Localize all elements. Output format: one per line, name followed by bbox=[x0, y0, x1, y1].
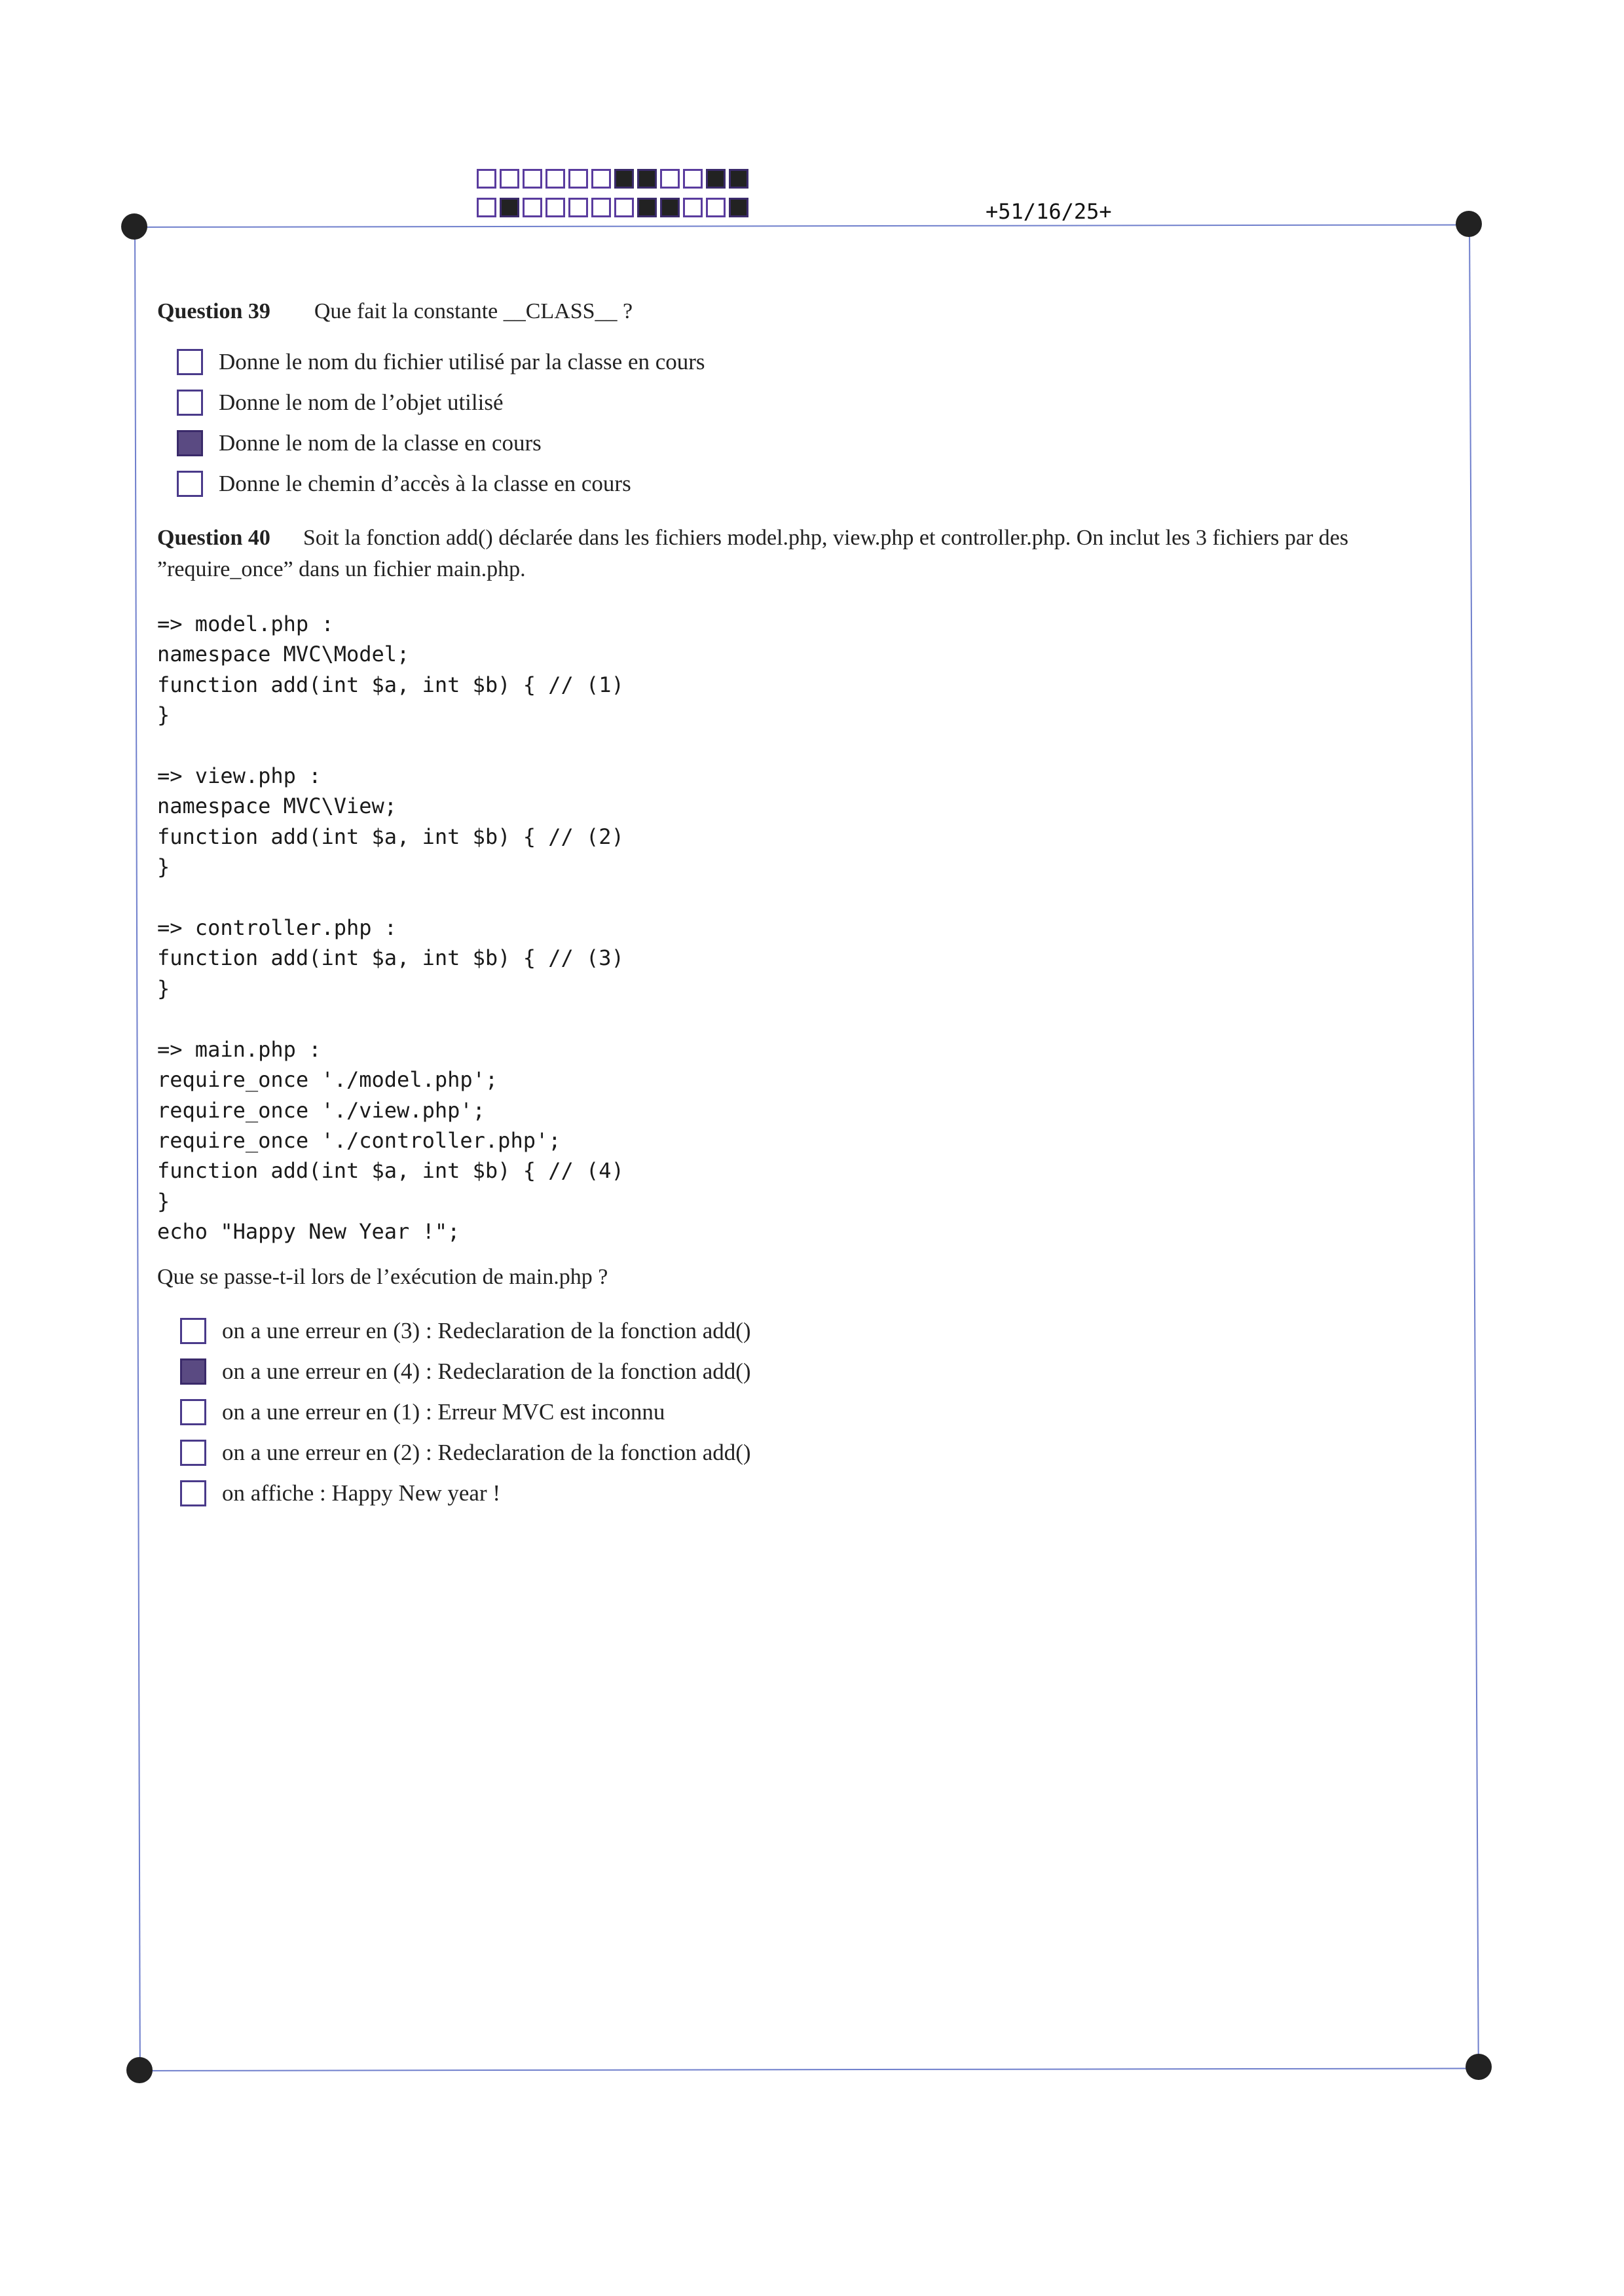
barcode-cell bbox=[477, 198, 496, 217]
option-label: on a une erreur en (4) : Redeclaration de la fonction add() bbox=[222, 1358, 751, 1384]
corner-mark-bottom-left bbox=[126, 2057, 153, 2083]
barcode-cell bbox=[568, 198, 588, 217]
q39-option-1[interactable] bbox=[177, 346, 705, 378]
barcode-cell bbox=[523, 169, 542, 189]
option-label: Donne le chemin d’accès à la classe en cours bbox=[219, 471, 631, 496]
question-40-header bbox=[157, 522, 1450, 585]
barcode-cell bbox=[614, 169, 634, 189]
page-code: +51/16/25+ bbox=[986, 199, 1112, 224]
q40-option-3[interactable] bbox=[180, 1396, 665, 1429]
barcode-cell bbox=[591, 198, 611, 217]
option-label: on affiche : Happy New year ! bbox=[222, 1480, 501, 1506]
frame-top-line bbox=[134, 224, 1470, 228]
option-label: on a une erreur en (1) : Erreur MVC est inconnu bbox=[222, 1399, 665, 1425]
frame-bottom-line bbox=[139, 2068, 1479, 2071]
option-label: on a une erreur en (2) : Redeclaration de la fonction add() bbox=[222, 1440, 751, 1465]
code-listing: => model.php : namespace MVC\Model; function add(int $a, int $b) { // (1) } => view.php : namespace MVC\View; function add(int $a, int $b) { // (2) } => controller.php : function add(int $a, int $b) { // (3) } => main.php : require_once './model.php'; require_once './view.php'; require_once './controller.php'; function add(int $a, int $b) { // (4) } echo "Happy New Year !"; bbox=[157, 611, 624, 1245]
checkbox[interactable] bbox=[177, 349, 203, 375]
barcode-cell bbox=[591, 169, 611, 189]
question-39-label: Question 39 bbox=[157, 299, 270, 323]
option-label: Donne le nom de la classe en cours bbox=[219, 430, 542, 456]
barcode-cell bbox=[477, 169, 496, 189]
checkbox[interactable] bbox=[180, 1480, 206, 1506]
question-39-header bbox=[157, 296, 633, 327]
question-40-text: Soit la fonction add() déclarée dans les fichiers model.php, view.php et controller.php. On inclut les 3 fichiers par des ”require_once” dans un fichier main.php. bbox=[157, 526, 1349, 581]
corner-mark-top-right bbox=[1456, 211, 1482, 237]
option-label: on a une erreur en (3) : Redeclaration de la fonction add() bbox=[222, 1318, 751, 1343]
barcode-row-2 bbox=[477, 198, 752, 217]
q40-option-5[interactable] bbox=[180, 1477, 500, 1510]
barcode-cell bbox=[545, 198, 565, 217]
barcode-cell bbox=[614, 198, 634, 217]
q39-option-4[interactable] bbox=[177, 467, 631, 500]
barcode-cell bbox=[706, 198, 726, 217]
option-label: Donne le nom du fichier utilisé par la classe en cours bbox=[219, 349, 705, 374]
question-40-label: Question 40 bbox=[157, 526, 270, 550]
q40-option-4[interactable] bbox=[180, 1436, 751, 1469]
checkbox[interactable] bbox=[180, 1399, 206, 1425]
barcode-cell bbox=[637, 169, 657, 189]
question-39-text: Que fait la constante __CLASS__ ? bbox=[314, 299, 633, 323]
checkbox[interactable] bbox=[177, 430, 203, 456]
barcode-cell bbox=[500, 169, 519, 189]
corner-mark-bottom-right bbox=[1466, 2054, 1492, 2080]
q39-option-3[interactable] bbox=[177, 427, 542, 460]
barcode-row-1 bbox=[477, 169, 752, 189]
barcode-cell bbox=[683, 198, 703, 217]
checkbox[interactable] bbox=[177, 471, 203, 497]
q39-option-2[interactable] bbox=[177, 386, 504, 419]
option-label: Donne le nom de l’objet utilisé bbox=[219, 390, 504, 415]
question-40-followup: Que se passe-t-il lors de l’exécution de main.php ? bbox=[157, 1265, 608, 1289]
barcode-cell bbox=[523, 198, 542, 217]
frame-right-line bbox=[1469, 224, 1479, 2067]
frame-left-line bbox=[134, 227, 141, 2070]
checkbox[interactable] bbox=[180, 1440, 206, 1466]
q40-option-2[interactable] bbox=[180, 1355, 751, 1388]
checkbox[interactable] bbox=[180, 1318, 206, 1344]
barcode-cell bbox=[683, 169, 703, 189]
barcode-cell bbox=[545, 169, 565, 189]
barcode-cell bbox=[660, 198, 680, 217]
barcode-cell bbox=[500, 198, 519, 217]
checkbox[interactable] bbox=[177, 390, 203, 416]
barcode-cell bbox=[706, 169, 726, 189]
barcode-cell bbox=[637, 198, 657, 217]
barcode-cell bbox=[660, 169, 680, 189]
corner-mark-top-left bbox=[121, 213, 147, 240]
checkbox[interactable] bbox=[180, 1358, 206, 1385]
q40-option-1[interactable] bbox=[180, 1315, 751, 1347]
barcode-cell bbox=[568, 169, 588, 189]
barcode-cell bbox=[729, 198, 748, 217]
barcode-cell bbox=[729, 169, 748, 189]
